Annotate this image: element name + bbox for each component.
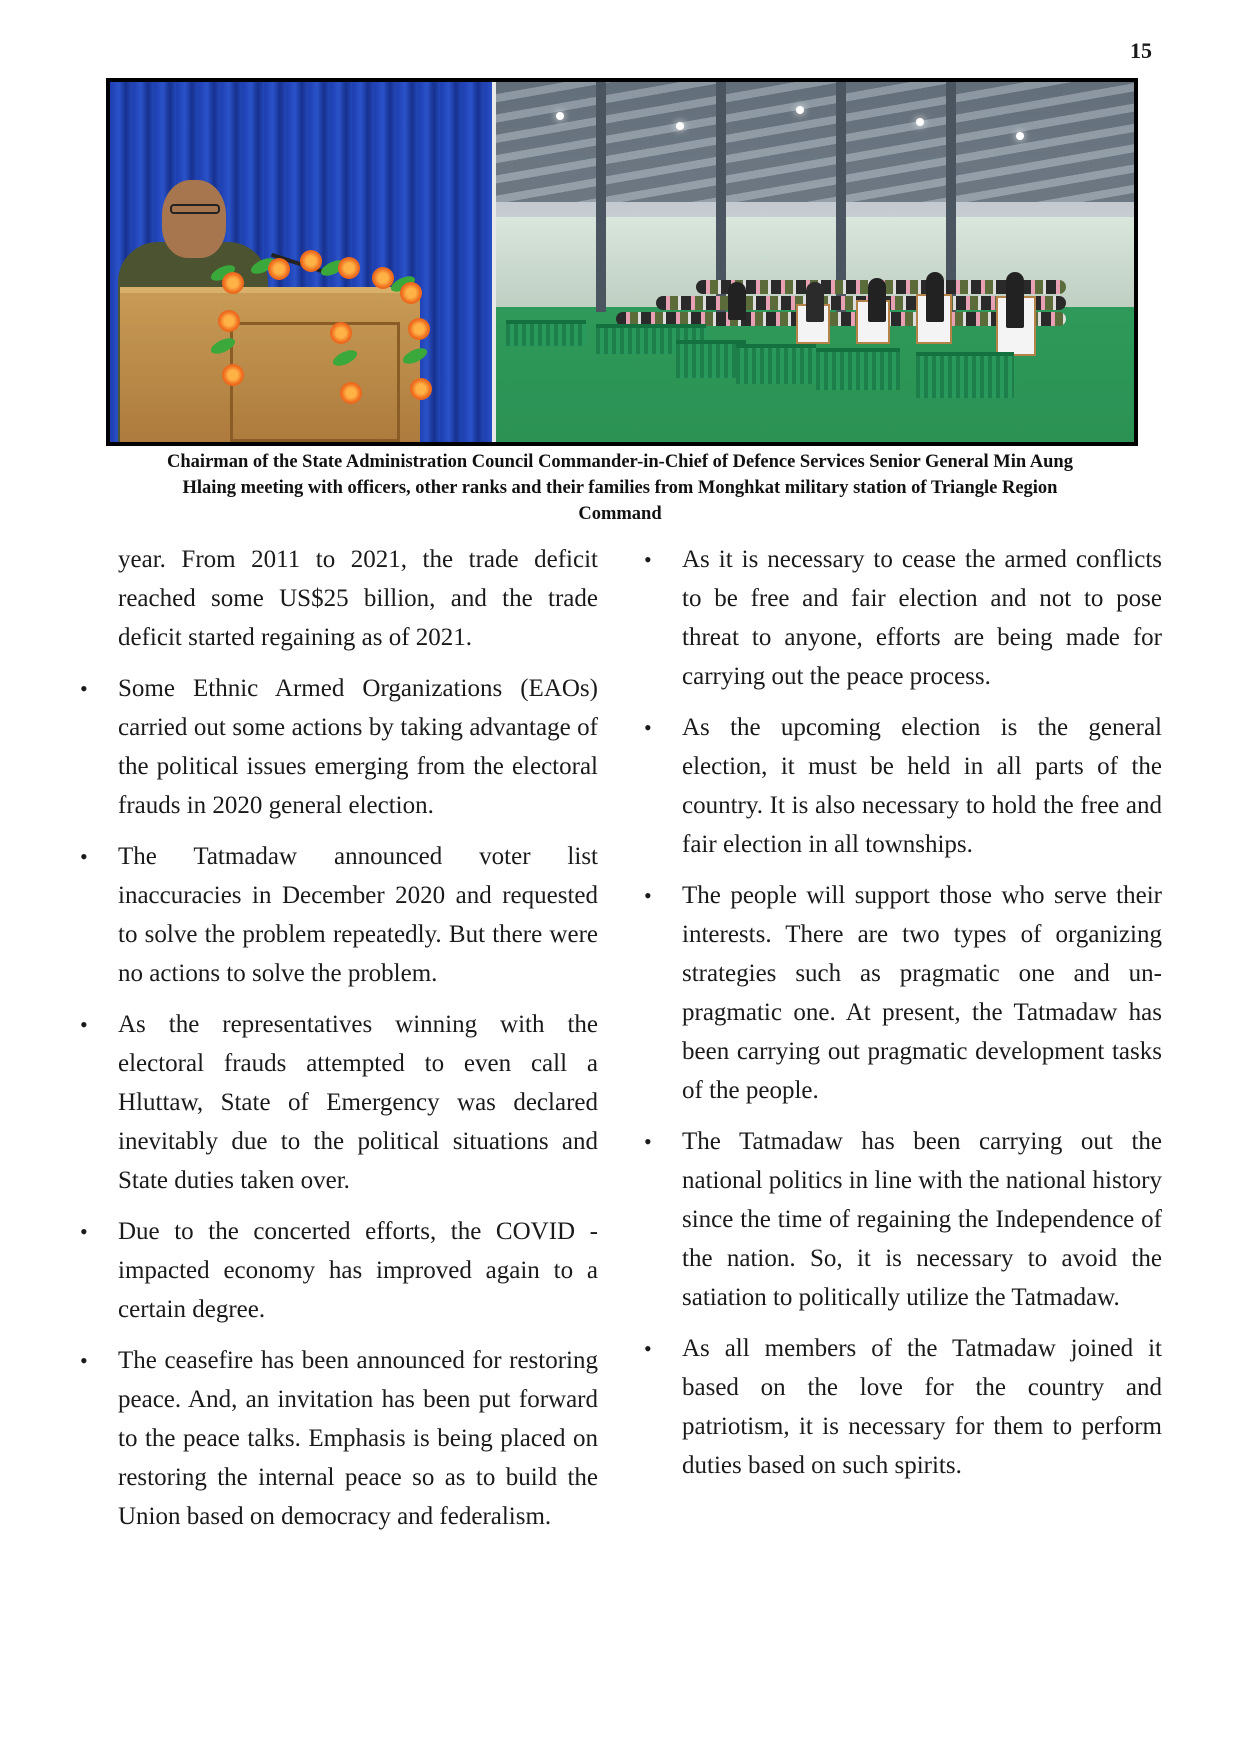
photo-caption — [100, 449, 1140, 527]
flower-icon — [408, 318, 430, 340]
caption-line: Command — [578, 504, 662, 524]
flower-icon — [268, 258, 290, 280]
hall-ceiling — [496, 82, 1134, 202]
flower-icon — [340, 382, 362, 404]
roof-beam — [946, 82, 956, 312]
bullet-item — [644, 1329, 1162, 1485]
left-column — [80, 540, 598, 1548]
bullet-item — [80, 669, 598, 825]
seated-person — [806, 282, 824, 322]
bullet-icon: • — [80, 1012, 88, 1037]
bullet-text: The people will support those who serve their interests. There are two types of organizing strategies such as pragmatic one and un-pragmatic one. At present, the Tatmadaw has been carrying out pragmatic development tasks of the people. — [682, 882, 1162, 1104]
continued-paragraph: year. From 2011 to 2021, the trade deficit reached some US$25 billion, and the trade deficit started regaining as of 2021. — [118, 546, 598, 651]
bullet-item — [80, 1341, 598, 1536]
seated-person — [926, 272, 944, 322]
page-number: 15 — [1130, 38, 1152, 63]
bullet-icon: • — [80, 844, 88, 869]
caption-line: Chairman of the State Administration Council Commander-in-Chief of Defence Services Senior General Min Aung — [167, 452, 1073, 472]
flower-icon — [330, 322, 352, 344]
bullet-item — [644, 708, 1162, 864]
bullet-icon: • — [644, 715, 652, 740]
seated-person — [1006, 272, 1024, 328]
bullet-text: Some Ethnic Armed Organizations (EAOs) carried out some actions by taking advantage of the political issues emerging from the electoral frauds in 2020 general election. — [118, 675, 598, 819]
ceiling-light-icon — [916, 118, 924, 126]
bullet-icon: • — [644, 883, 652, 908]
speaker-at-podium-photo — [110, 82, 492, 442]
bullet-icon: • — [644, 1336, 652, 1361]
bullet-item — [80, 837, 598, 993]
flower-icon — [410, 378, 432, 400]
bullet-text: Due to the concerted efforts, the COVID -impacted economy has improved again to a certain degree. — [118, 1218, 598, 1323]
table — [916, 352, 1014, 398]
table — [506, 320, 586, 346]
bullet-icon: • — [644, 547, 652, 572]
bullet-item — [644, 876, 1162, 1110]
bullet-text: As the representatives winning with the electoral frauds attempted to even call a Hluttaw, State of Emergency was declared inevitably due to the political situations and State duties taken over. — [118, 1011, 598, 1194]
hall-audience-photo — [496, 82, 1134, 442]
ceiling-light-icon — [556, 112, 564, 120]
flower-icon — [400, 282, 422, 304]
ceiling-light-icon — [796, 106, 804, 114]
table — [736, 344, 816, 384]
bullet-icon: • — [80, 1219, 88, 1244]
bullet-text: As it is necessary to cease the armed conflicts to be free and fair election and not to pose threat to anyone, efforts are being made for carrying out the peace process. — [682, 546, 1162, 690]
glasses-icon — [170, 204, 220, 214]
roof-beam — [836, 82, 846, 312]
roof-beam — [596, 82, 606, 312]
bullet-item — [80, 1005, 598, 1200]
bullet-icon: • — [80, 676, 88, 701]
right-column — [644, 540, 1162, 1497]
bullet-text: The Tatmadaw has been carrying out the national politics in line with the national history since the time of regaining the Independence of the nation. So, it is necessary to avoid the satiation to politically utilize the Tatmadaw. — [682, 1128, 1162, 1311]
flower-icon — [222, 364, 244, 386]
table — [816, 348, 900, 390]
ceiling-light-icon — [1016, 132, 1024, 140]
seated-person — [868, 278, 886, 322]
bullet-text: The ceasefire has been announced for restoring peace. And, an invitation has been put forward to the peace talks. Emphasis is being placed on restoring the internal peace so as to build the Union based on democracy and federalism. — [118, 1347, 598, 1530]
flower-icon — [222, 272, 244, 294]
bullet-text: The Tatmadaw announced voter list inaccuracies in December 2020 and requested to solve the problem repeatedly. But there were no actions to solve the problem. — [118, 843, 598, 987]
seated-person — [728, 282, 746, 320]
bullet-text: As the upcoming election is the general election, it must be held in all parts of the country. It is also necessary to hold the free and fair election in all townships. — [682, 714, 1162, 858]
caption-line: Hlaing meeting with officers, other ranks and their families from Monghkat military station of Triangle Region — [182, 478, 1058, 498]
flower-icon — [300, 250, 322, 272]
bullet-text: As all members of the Tatmadaw joined it based on the love for the country and patriotism, it is necessary for them to perform duties based on such spirits. — [682, 1335, 1162, 1479]
bullet-icon: • — [644, 1129, 652, 1154]
podium-panel — [230, 322, 400, 442]
roof-beam — [716, 82, 726, 312]
ceiling-light-icon — [676, 122, 684, 130]
flower-icon — [218, 310, 240, 332]
speaker-head — [162, 180, 226, 258]
bullet-item — [644, 1122, 1162, 1317]
bullet-icon: • — [80, 1348, 88, 1373]
bullet-item — [644, 540, 1162, 696]
bullet-item — [80, 1212, 598, 1329]
flower-icon — [338, 257, 360, 279]
photo-frame — [106, 78, 1138, 446]
